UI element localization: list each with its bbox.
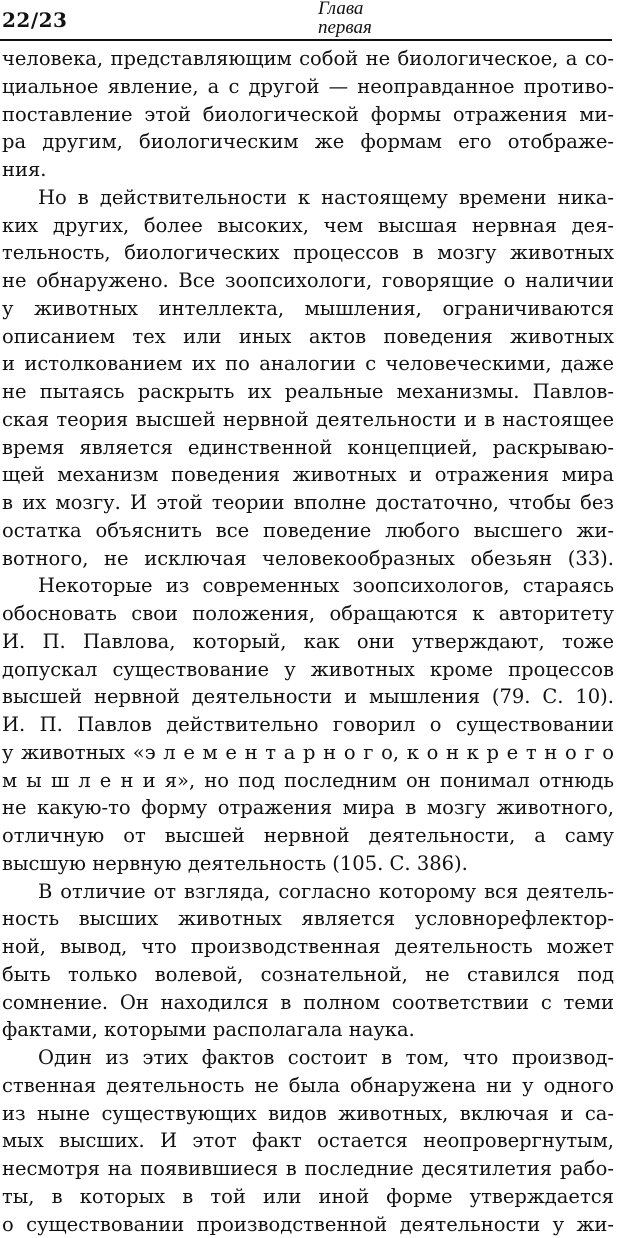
text-line: В отличие от взгляда, согласно которому вся деятель-	[2, 878, 614, 906]
text-line: не какую-то форму отражения мира в мозгу животного,	[2, 794, 614, 822]
text-line: время является единственной концепцией, раскрываю-	[2, 434, 614, 462]
chapter-title-line-2: первая	[318, 18, 372, 37]
text-line: из ныне существующих видов животных, включая и са-	[2, 1100, 614, 1128]
text-line: ты, в которых в той или иной форме утверждается	[2, 1183, 614, 1211]
text-line: у животных «э л е м е н т а р н о г о, к о н к р е т н о г о	[2, 739, 614, 767]
text-line: о существовании производственной деятельности у жи-	[2, 1211, 614, 1238]
text-line: человека, представляющим собой не биологическое, а со-	[2, 45, 614, 73]
text-line: И. П. Павлова, который, как они утверждают, тоже	[2, 628, 614, 656]
text-line: щей механизм поведения животных и отражения мира	[2, 461, 614, 489]
text-line: вотного, не исключая человекообразных обезьян (33).	[2, 545, 614, 573]
text-line: поставление этой биологической формы отражения ми-	[2, 101, 614, 129]
text-line: остатка объяснить все поведение любого высшего жи-	[2, 517, 614, 545]
text-line: ственная деятельность не была обнаружена ни у одного	[2, 1072, 614, 1100]
text-line: ность высших животных является условнорефлектор-	[2, 905, 614, 933]
text-line: ких других, более высоких, чем высшая нервная дея-	[2, 212, 614, 240]
text-line: отличную от высшей нервной деятельности, а саму	[2, 822, 614, 850]
text-line: допускал существование у животных кроме процессов	[2, 656, 614, 684]
text-line: не пытаясь раскрыть их реальные механизмы. Павлов-	[2, 378, 614, 406]
text-line: несмотря на появившиеся в последние десятилетия рабо-	[2, 1155, 614, 1183]
text-line: высшей нервной деятельности и мышления (79. С. 10).	[2, 683, 614, 711]
chapter-title-line-1: Глава	[318, 0, 372, 18]
text-line: м ы ш л е н и я», но под последним он понимал отнюдь	[2, 767, 614, 795]
text-line: ния.	[2, 156, 614, 184]
text-line: Один из этих фактов состоит в том, что производ-	[2, 1044, 614, 1072]
text-line: циальное явление, а с другой — неоправданное противо-	[2, 73, 614, 101]
text-line: высшую нервную деятельность (105. С. 386).	[2, 850, 614, 878]
text-line: описанием тех или иных актов поведения животных	[2, 323, 614, 351]
text-line: не обнаружено. Все зоопсихологи, говорящие о наличии	[2, 267, 614, 295]
text-line: у животных интеллекта, мышления, ограничиваются	[2, 295, 614, 323]
text-line: тельность, биологических процессов в мозгу животных	[2, 239, 614, 267]
text-line: ра другим, биологическим же формам его отображе-	[2, 128, 614, 156]
text-line: Но в действительности к настоящему времени ника-	[2, 184, 614, 212]
body-text	[2, 45, 614, 1238]
chapter-title	[318, 0, 372, 37]
text-line: фактами, которыми располагала наука.	[2, 1016, 614, 1044]
text-line: ская теория высшей нервной деятельности и в настоящее	[2, 406, 614, 434]
text-line: в их мозгу. И этой теории вполне достаточно, чтобы без	[2, 489, 614, 517]
text-line: быть только волевой, сознательной, не ставился под	[2, 961, 614, 989]
text-line: и истолкованием их по аналогии с человеческими, даже	[2, 350, 614, 378]
text-line: Некоторые из современных зоопсихологов, стараясь	[2, 572, 614, 600]
text-line: сомнение. Он находился в полном соответствии с теми	[2, 989, 614, 1017]
header-rule	[0, 39, 612, 41]
text-line: мых высших. И этот факт остается неопровергнутым,	[2, 1127, 614, 1155]
text-line: И. П. Павлов действительно говорил о существовании	[2, 711, 614, 739]
running-header	[0, 0, 620, 44]
text-line: обосновать свои положения, обращаются к авторитету	[2, 600, 614, 628]
text-line: ной, вывод, что производственная деятельность может	[2, 933, 614, 961]
page-number: 22/23	[2, 8, 67, 32]
